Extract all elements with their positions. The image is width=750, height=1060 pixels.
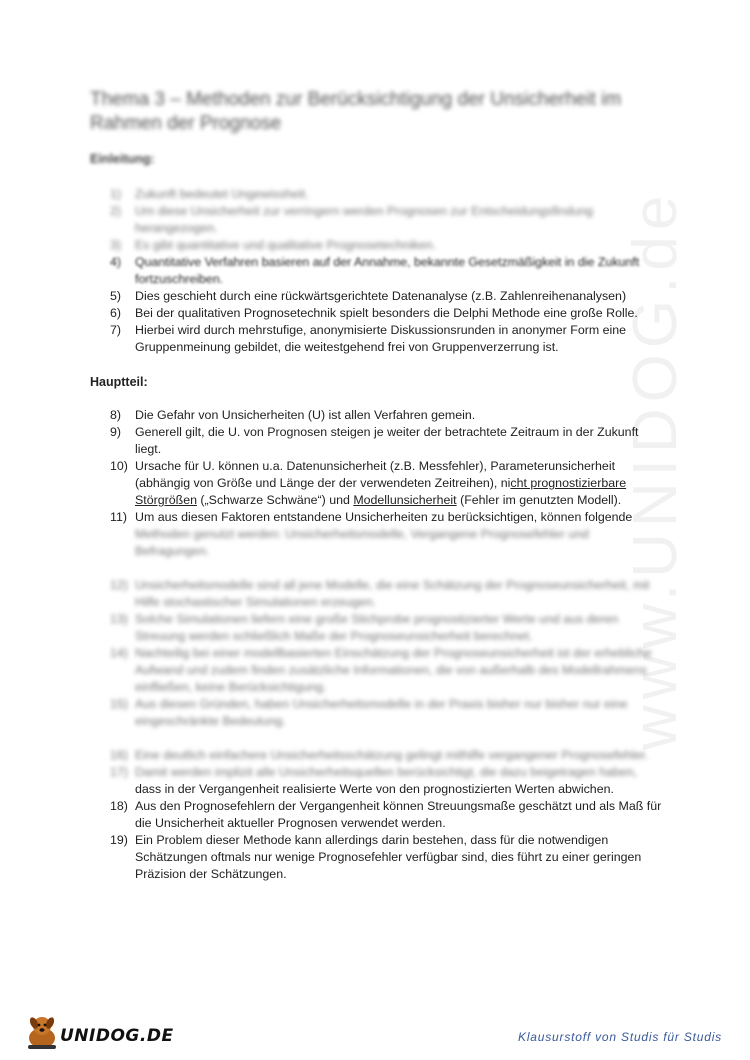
list-item: 5) Dies geschieht durch eine rückwärtsgerichtete Datenanalyse (z.B. Zahlenreihenanalysen) — [110, 289, 627, 303]
list-gap — [90, 560, 665, 577]
list-item: 13) Solche Simulationen liefern eine große Stichprobe prognostizierter Werte und aus deren Streuung werden schließlich Maße der Prognoseunsicherheit berechnet. — [110, 612, 619, 643]
list-item: 18) Aus den Prognosefehlern der Vergangenheit können Streuungsmaße geschätzt und als Maß für die Unsicherheit aktueller Prognosen verwendet werden. — [110, 799, 662, 830]
list-item: 19) Ein Problem dieser Methode kann allerdings darin bestehen, dass für die notwendigen Schätzungen oftmals nur wenige Prognosefehler verfügbar sind, dies führt zu einer geringen Präzision der Schätzungen. — [110, 833, 642, 881]
list-item: 7) Hierbei wird durch mehrstufige, anonymisierte Diskussionsrunden in anonymer Form eine Gruppenmeinung gebildet, die weitestgehend frei von Gruppenverzerrung ist. — [110, 323, 627, 354]
list-item: 12) Unsicherheitsmodelle sind all jene Modelle, die eine Schätzung der Prognoseunsicherheit, mit Hilfe stochastischer Simulationen erzeugen. — [110, 578, 650, 609]
list-item: 15) Aus diesen Gründen, haben Unsicherheitsmodelle in der Praxis bisher nur bisher nur eine eingeschränkte Bedeutung. — [110, 697, 628, 728]
unidog-logo[interactable] — [22, 1012, 174, 1052]
list-item: 11) Um aus diesen Faktoren entstandene Unsicherheiten zu berücksichtigen, können folgende Methoden genutzt werden: Unsicherheitsmodelle, Vergangene Prognosefehler und Befragungen. — [110, 510, 633, 558]
intro-heading: Einleitung: — [90, 152, 155, 166]
list-item: 1) Zukunft bedeutet Ungewissheit. — [110, 187, 309, 201]
watermark: www.UNIDOG.de — [621, 189, 690, 750]
main-list — [90, 407, 665, 883]
logo-text: UNIDOG.DE — [60, 1026, 174, 1046]
list-item: 4) Quantitative Verfahren basieren auf der Annahme, bekannte Gesetzmäßigkeit in die Zukunft fortzuschreiben. — [110, 255, 640, 286]
list-item: 3) Es gibt quantitative und qualitative Prognosetechniken. — [110, 238, 437, 252]
list-item: 17) Damit werden implizit alle Unsicherheitsquellen berücksichtigt, die dazu beigetragen haben, dass in der Vergangenheit realisierte Werte von den prognostizierten Werten abwichen. — [110, 765, 638, 796]
list-item: 9) Generell gilt, die U. von Prognosen steigen je weiter der betrachtete Zeitraum in der Zukunft liegt. — [110, 425, 639, 456]
list-item: 6) Bei der qualitativen Prognosetechnik spielt besonders die Delphi Methode eine große Rolle. — [110, 306, 638, 320]
list-item: 14) Nachteilig bei einer modellbasierten Einschätzung der Prognoseunsicherheit ist der erhebliche Aufwand und zudem finden zusätzliche Informationen, die von außerhalb des Modellrahmens einfließen, keine Berücksichtigung. — [110, 646, 652, 694]
list-item: 10) Ursache für U. können u.a. Datenunsicherheit (z.B. Messfehler), Parameterunsicherheit (abhängig von Größe und Länge der der verwendeten Zeitreihen), nicht prognostizierbare Störgrößen („Schwarze Schwäne“) und Modellunsicherheit (Fehler im genutzten Modell). — [110, 459, 627, 507]
list-item: 2) Um diese Unsicherheit zur verringern werden Prognosen zur Entscheidungsfindung herangezogen. — [110, 204, 594, 235]
footer-slogan: Klausurstoff von Studis für Studis — [518, 1030, 722, 1044]
intro-list — [90, 186, 665, 356]
list-gap — [90, 730, 665, 747]
dog-icon — [22, 1012, 62, 1052]
document-title: Thema 3 – Methoden zur Berücksichtigung der Unsicherheit im Rahmen der Prognose — [90, 89, 622, 134]
main-heading: Hauptteil: — [90, 375, 148, 389]
list-item: 8) Die Gefahr von Unsicherheiten (U) ist allen Verfahren gemein. — [110, 408, 476, 422]
list-item: 16) Eine deutlich einfachere Unsicherheitsschätzung gelingt mithilfe vergangener Prognosefehler. — [110, 748, 649, 762]
